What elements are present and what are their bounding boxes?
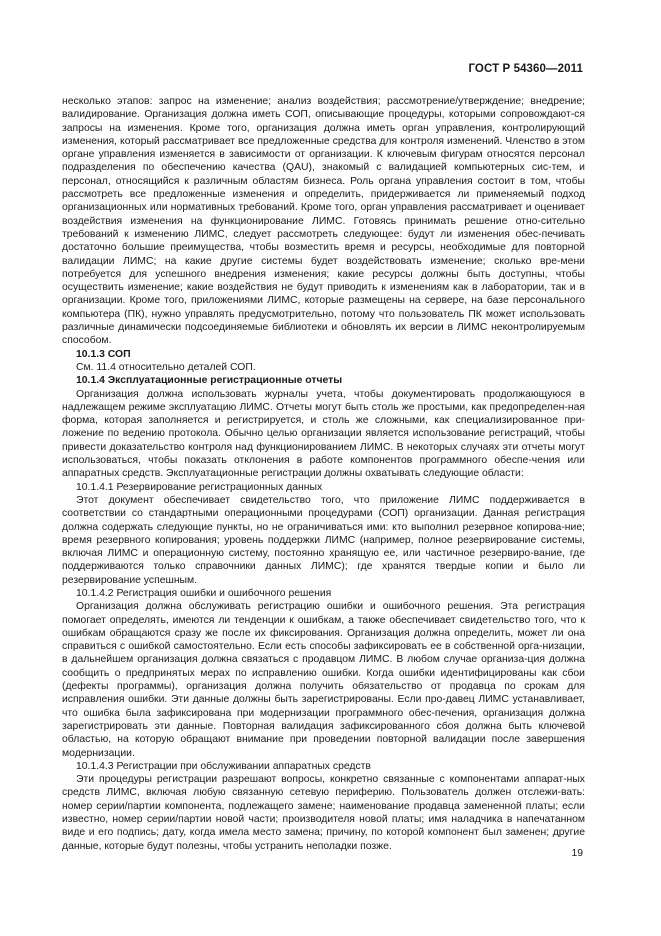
subsection-heading: 10.1.4.1 Резервирование регистрационных данных (76, 481, 323, 493)
section-heading: 10.1.3 СОП (76, 348, 131, 360)
subsection-heading: 10.1.4.3 Регистрации при обслуживании аппаратных средств (76, 760, 371, 772)
paragraph: Этот документ обеспечивает свидетельство того, что приложение ЛИМС поддерживается в соответствии со стандартными операционными процедурами (СОП) организации. Данная регистрация должна содержать следующие пункты, но не ограничиваться ими: кто выполнил резервное копирова-ние; время резервного копирования; уровень поддержки ЛИМС (например, полное резервирование системы, включая ЛИМС и операционную систему, постоянно хранящую ее, или частичное резервиро-вание, где поддерживаются только справочники данных ЛИМС); где хранятся твердые копии и было ли резервирование успешным. (62, 494, 585, 586)
subsection-heading: 10.1.4.2 Регистрация ошибки и ошибочного решения (76, 587, 332, 599)
paragraph: Организация должна обслуживать регистрацию ошибки и ошибочного решения. Эта регистрация помогает определять, имеются ли тенденции к ошибкам, а также обеспечивает свидетельство того, что к ошибкам обращаются сразу же после их фиксирования. Организация должна определить, может ли она справиться с ошибкой самостоятельно. Если есть способы зафиксировать ее в собственной орга-низации, в дальнейшем организация должна связаться с продавцом ЛИМС. В любом случае организа-ция должна сообщить о предпринятых мерах по исправлению ошибки. Когда ошибки идентифицированы как сбои (дефекты программы), организация должна получить обязательство от продавца по срокам для исправления ошибки. Эти данные должны быть зарегистрированы. Если про-давец ЛИМС устанавливает, что ошибка была зафиксирована при модернизации программного обес-печения, организация должна зарегистрировать эти данные. Повторная валидация зафиксированного сбоя должна быть ключевой областью, на которую обращают внимание при проведении повторной валидации после завершения модернизации. (62, 601, 585, 759)
section-heading: 10.1.4 Эксплуатационные регистрационные отчеты (76, 375, 343, 387)
page-number: 19 (571, 848, 583, 859)
paragraph: Организация должна использовать журналы учета, чтобы документировать продолжающуюся в надлежащем режиме эксплуатацию ЛИМС. Отчеты могут быть столь же простыми, как предопределен-ная форма, которая заполняется и регистрируется, и столь же сложными, как специализированное при-ложение по ведению протокола. Обычно целью организации является использование регистраций, чтобы привести доказательство контроля над функционированием ЛИМС. В некоторых случаях эти отчеты могут использоваться, чтобы показать отклонения в работе компонентов программного обеспе-чения или аппаратных средств. Эксплуатационные регистрации должны охватывать следующие области: (62, 388, 585, 480)
document-body (62, 95, 585, 853)
paragraph: несколько этапов: запрос на изменение; анализ воздействия; рассмотрение/утверждение; внедрение; валидирование. Организация должна иметь СОП, описывающие процедуры, которыми сопровождают-ся запросы на изменения. Кроме того, организация должна иметь орган управления, контролирующий изменения, который рассматривает все предложенные средства для контроля изменений. Членство в этом органе управления изменяется в зависимости от организации. К ключевым фигурам относятся персонал подразделения по обеспечению качества (QAU), знакомый с валидацией компьютерных сис-тем, и персонал, относящийся к различным областям бизнеса. Роль органа управления состоит в том, чтобы рассмотреть все предложенные изменения и определить, придерживается ли применяемый подход организационных или нормативных требований. Кроме того, орган управления рассматривает и оценивает воздействия изменения на функционирование ЛИМС. Готовясь принимать решение отно-сительно требований к изменению ЛИМС, следует рассмотреть следующее: будут ли изменения обес-печивать достаточно большие преимущества, чтобы возместить время и ресурсы, необходимые для повторной валидации ЛИМС; на какие другие системы будет воздействовать изменение; сколько вре-мени потребуется для успешного внедрения изменения; какие ресурсы должны быть доступны, чтобы осуществить изменение; какие воздействия не будут приводить к изменениям как в лаборатории, так и в организации. Кроме того, приложениями ЛИМС, которые размещены на сервере, на базе персонального компьютера (ПК), нужно управлять предусмотрительно, потому что пользователь ПК может использовать различные динамически подсоединяемые библиотеки и обновлять их версии в ЛИМС неконтролируемым способом. (62, 96, 585, 347)
paragraph: Эти процедуры регистрации разрешают вопросы, конкретно связанные с компонентами аппарат-ных средств ЛИМС, включая любую связанную сетевую периферию. Пользователь должен отслежи-вать: номер серии/партии компонента, подлежащего замене; наименование продавца замененной платы; если известно, номер серии/партии новой части; производителя новой платы; имя наладчика в напечатанном виде и его подпись; дату, когда имела место замена; причину, по которой компонент был заменен; другие данные, которые будут полезны, чтобы устранить неполадки позже. (62, 774, 585, 852)
paragraph: См. 11.4 относительно деталей СОП. (76, 361, 256, 373)
document-code-header: ГОСТ Р 54360—2011 (468, 63, 583, 75)
